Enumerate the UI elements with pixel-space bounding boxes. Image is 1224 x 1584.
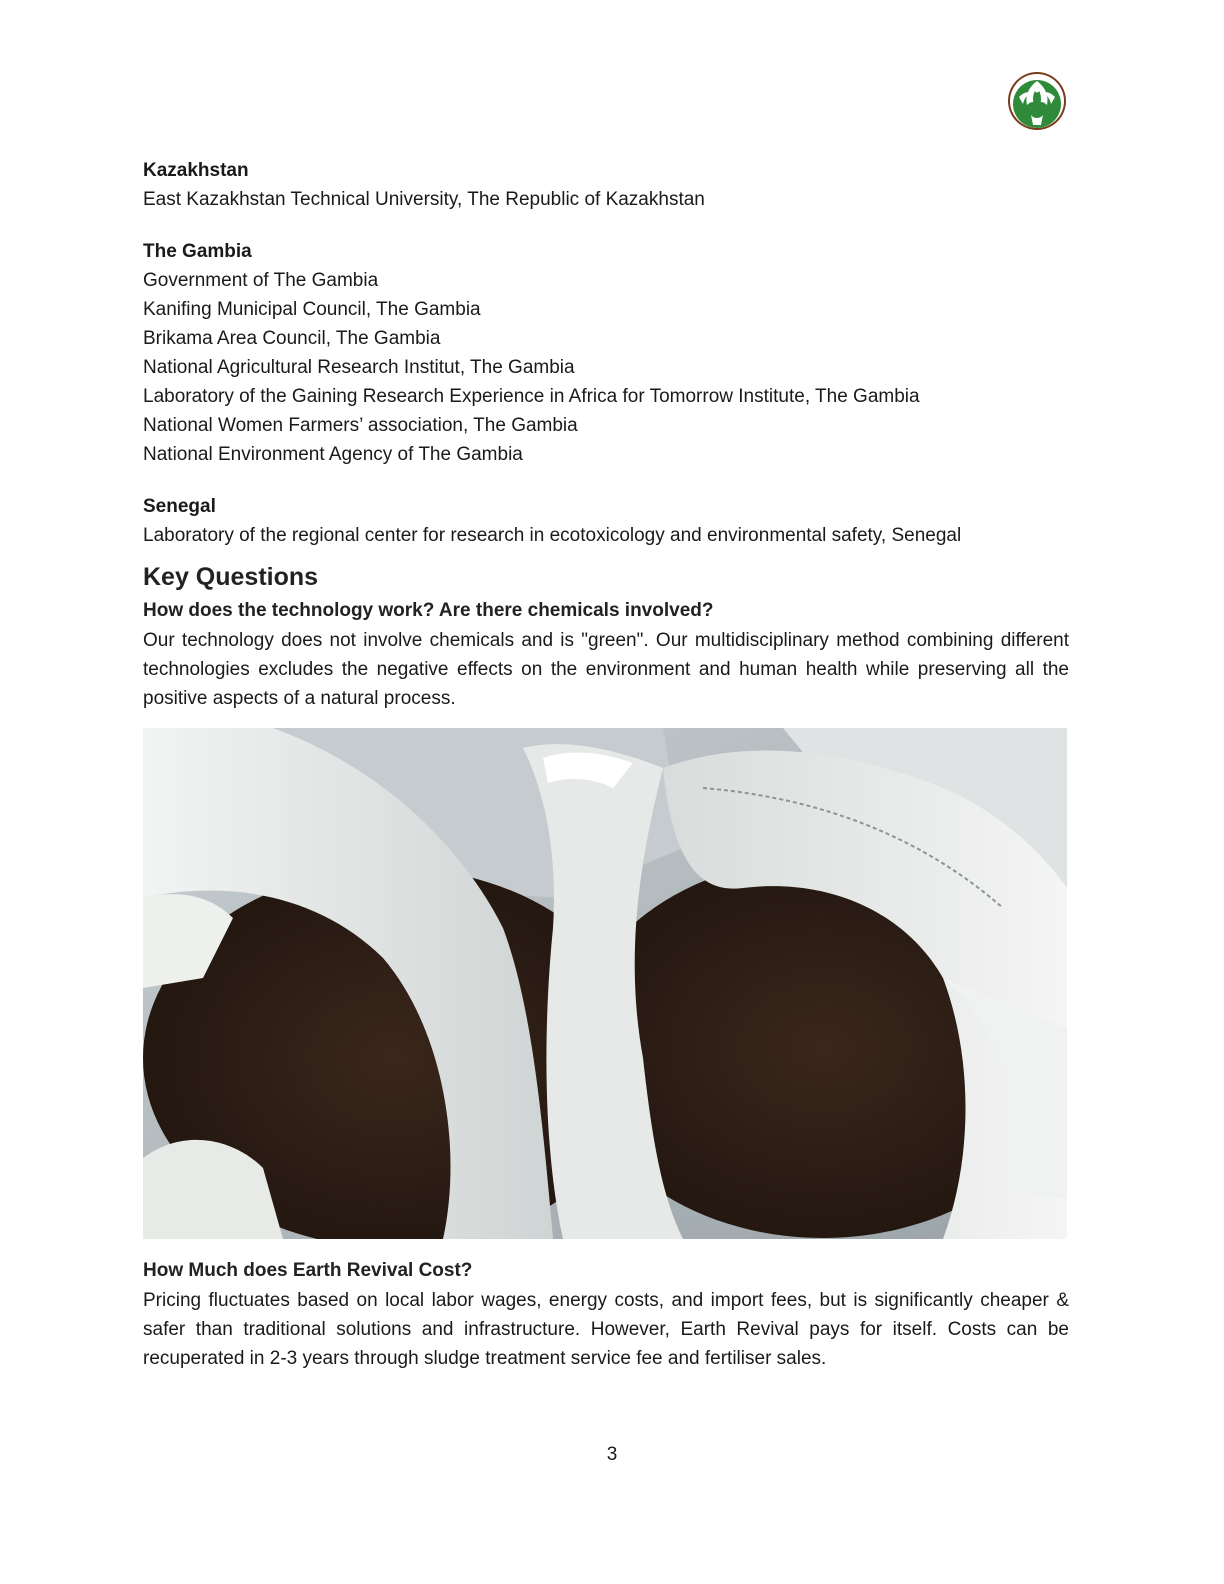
partner-line: National Environment Agency of The Gambia xyxy=(143,444,523,465)
question-heading: How Much does Earth Revival Cost? xyxy=(143,1260,473,1281)
partner-line: Brikama Area Council, The Gambia xyxy=(143,328,441,349)
partner-line: Laboratory of the Gaining Research Experience in Africa for Tomorrow Institute, The Gambia xyxy=(143,386,920,407)
partner-line: National Women Farmers’ association, The Gambia xyxy=(143,415,578,436)
question-heading: How does the technology work? Are there chemicals involved? xyxy=(143,600,714,621)
page-number: 3 xyxy=(606,1444,618,1465)
phoenix-logo-icon xyxy=(1007,71,1067,133)
soil-sacks-photo xyxy=(143,728,1067,1239)
answer-paragraph: Pricing fluctuates based on local labor wages, energy costs, and import fees, but is significantly cheaper & safer than traditional solutions and infrastructure. However, Earth Revival pays for itself. Costs can be recuperated in 2-3 years through sludge treatment service fee and fertiliser sales. xyxy=(143,1290,1069,1369)
section-senegal xyxy=(143,492,1069,550)
partner-line: National Agricultural Research Institut, The Gambia xyxy=(143,357,575,378)
section-gambia xyxy=(143,237,1069,469)
partner-line: Government of The Gambia xyxy=(143,270,379,291)
key-questions-title: Key Questions xyxy=(143,563,319,591)
answer-paragraph: Our technology does not involve chemicals and is "green". Our multidisciplinary method combining different technologies excludes the negative effects on the environment and human health while preserving all the positive aspects of a natural process. xyxy=(143,630,1069,709)
section-heading: Senegal xyxy=(143,496,216,517)
page-content xyxy=(143,156,1069,1373)
section-heading: The Gambia xyxy=(143,241,252,262)
partner-line: East Kazakhstan Technical University, The Republic of Kazakhstan xyxy=(143,189,705,210)
partner-line: Kanifing Municipal Council, The Gambia xyxy=(143,299,481,320)
partner-line: Laboratory of the regional center for research in ecotoxicology and environmental safety, Senegal xyxy=(143,525,962,546)
section-kazakhstan xyxy=(143,156,1069,214)
section-heading: Kazakhstan xyxy=(143,160,249,181)
